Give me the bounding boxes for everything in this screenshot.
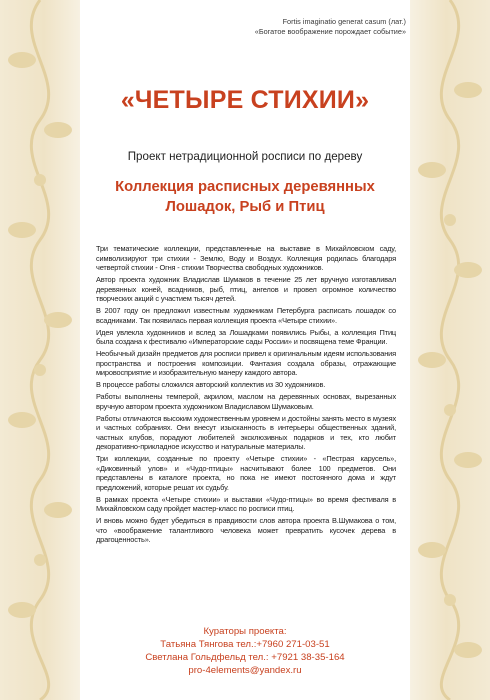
floral-ornament-icon	[0, 0, 80, 700]
paragraph: И вновь можно будет убедиться в правдивости слов автора проекта В.Шумакова о том, что «воображение талантливого человека может превратить кусочек дерева в драгоценность».	[96, 516, 396, 544]
paragraph: Необычный дизайн предметов для росписи привел к оригинальным идеям использования пространства и построения композиции. Фантазия создала образы, отражающие мировосприятие и изобразительную манеру каждого автора.	[96, 349, 396, 377]
curators-heading: Кураторы проекта:	[203, 626, 287, 637]
page-title: «ЧЕТЫРЕ СТИХИИ»	[120, 86, 370, 114]
paragraph: Три коллекции, созданные по проекту «Четыре стихии» - «Пестрая карусель», «Диковинный улов» и «Чудо-птицы» насчитывают более 100 предметов. Они представлены в каталоге проекта, но пока не имеют постоянного дома и ждут предложений, которые решат их судьбу.	[96, 454, 396, 492]
epigraph	[176, 17, 406, 37]
left-ornamental-border	[0, 0, 80, 700]
right-ornamental-border	[410, 0, 490, 700]
paragraph: Три тематические коллекции, представленные на выставке в Михайловском саду, символизируют три стихии - Землю, Воду и Воздух. Коллекция родилась благодаря четвертой стихии - Огня - стихии Творчества свободных художников.	[96, 244, 396, 272]
paragraph: Идея увлекла художников и вслед за Лошадками появились Рыбы, а коллекция Птиц была создана к фестивалю «Императорские сады России» и посвящена теме Франции.	[96, 327, 396, 346]
collection-heading	[86, 177, 404, 217]
collection-heading-line2: Лошадок, Рыб и Птиц	[165, 199, 325, 215]
curator-contact-1: Татьяна Тянгова тел.:+7960 271-03-51	[160, 639, 330, 650]
curators-block	[80, 625, 410, 677]
paragraph: В 2007 году он предложил известным художникам Петербурга расписать лошадок со всадниками. Так появилась первая коллекция проекта «Четыре стихии».	[96, 306, 396, 325]
paragraph: Работы отличаются высоким художественным уровнем и достойны занять место в музеях и частных собраниях. Они внесут изысканность в интерьеры общественных зданий, частных клубов, порадуют любителей эксклюзивных подарков и тех, кто любит декоративно-прикладное искусство и натуральные материалы.	[96, 413, 396, 451]
epigraph-translation: «Богатое воображение порождает событие»	[254, 27, 406, 36]
curators-email[interactable]: pro-4elements@yandex.ru	[188, 665, 302, 676]
subtitle: Проект нетрадиционной росписи по дереву	[127, 150, 363, 163]
paragraph: В рамках проекта «Четыре стихии» и выставки «Чудо-птицы» во время фестиваля в Михайловском саду пройдет мастер-класс по росписи птиц.	[96, 494, 396, 513]
collection-heading-line1: Коллекция расписных деревянных	[115, 179, 375, 195]
paragraph: В процессе работы сложился авторский коллектив из 30 художников.	[96, 380, 326, 389]
body-text	[96, 244, 396, 547]
epigraph-latin: Fortis imaginatio generat casum (лат.)	[282, 17, 406, 26]
curator-contact-2: Светлана Гольдфельд тел.: +7921 38-35-164	[145, 652, 345, 663]
floral-ornament-icon	[410, 0, 490, 700]
paragraph: Работы выполнены темперой, акрилом, маслом на деревянных основах, вырезанных вручную автором проекта художником Владиславом Шумаковым.	[96, 392, 396, 411]
paragraph: Автор проекта художник Владислав Шумаков в течение 25 лет вручную изготавливал деревянных коней, всадников, рыб, птиц, ангелов и провел огромное количество творческих акций с участием тысяч детей.	[96, 275, 396, 303]
